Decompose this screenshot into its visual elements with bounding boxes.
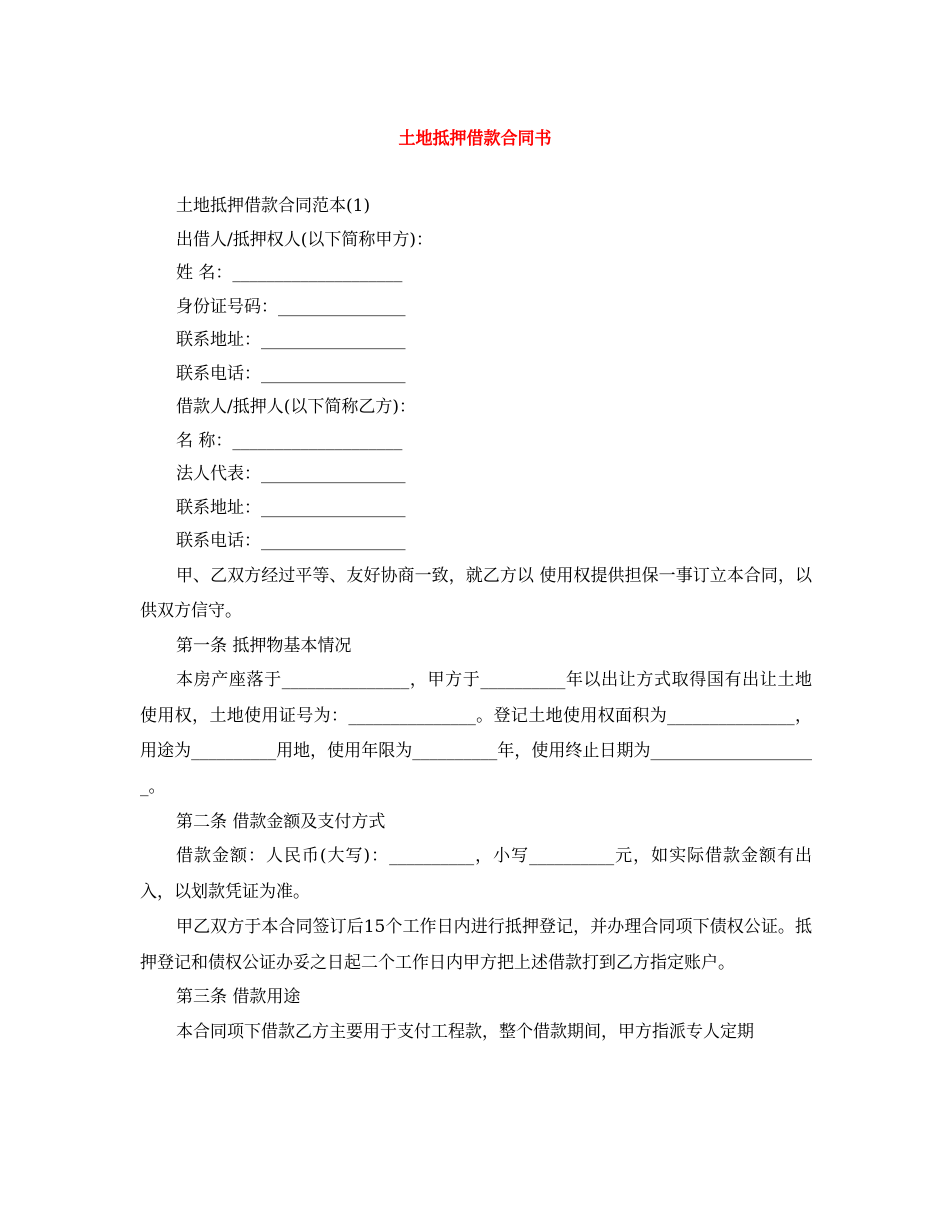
article-1-heading: 第一条 抵押物基本情况 (176, 635, 352, 656)
lender-phone-field: 联系电话：_________________ (176, 363, 406, 384)
contract-template-heading: 土地抵押借款合同范本(1) (176, 196, 371, 216)
lender-id-number-field: 身份证号码：_______________ (176, 296, 406, 317)
borrower-name-field: 名 称：____________________ (176, 430, 403, 451)
article-2-amount-paragraph: 借款金额：人民币(大写)：__________，小写__________元，如实际借款金额有出入，以划款凭证为准。 (140, 846, 812, 902)
preamble-paragraph: 甲、乙双方经过平等、友好协商一致，就乙方以 使用权提供担保一事订立本合同，以供双方信守。 (140, 565, 812, 622)
lender-heading: 出借人/抵押权人(以下简称甲方)： (176, 229, 433, 250)
article-3-heading: 第三条 借款用途 (176, 987, 301, 1008)
borrower-heading: 借款人/抵押人(以下简称乙方)： (176, 397, 416, 417)
document-title: 土地抵押借款合同书 (398, 129, 552, 149)
article-3-paragraph: 本合同项下借款乙方主要用于支付工程款，整个借款期间，甲方指派专人定期 (176, 1021, 754, 1042)
borrower-legal-rep-field: 法人代表：_________________ (176, 464, 406, 484)
document-body (140, 190, 812, 1051)
borrower-phone-field: 联系电话：_________________ (176, 531, 406, 551)
borrower-address-field: 联系地址：_________________ (176, 497, 406, 518)
lender-name-field: 姓 名：____________________ (176, 263, 403, 283)
lender-address-field: 联系地址：_________________ (176, 330, 406, 350)
article-1-paragraph: 本房产座落于_______________，甲方于__________年以出让方式取得国有出让土地使用权，土地使用证号为：_______________。登记土地使用权面积为_______________，用途为__________用地，使用年限为__________年，使用终止日期为____________________。 (140, 670, 812, 797)
article-2-registration-paragraph: 甲乙双方于本合同签订后15个工作日内进行抵押登记，并办理合同项下债权公证。抵押登记和债权公证办妥之日起二个工作日内甲方把上述借款打到乙方指定账户。 (140, 917, 812, 973)
article-2-heading: 第二条 借款金额及支付方式 (176, 811, 386, 832)
